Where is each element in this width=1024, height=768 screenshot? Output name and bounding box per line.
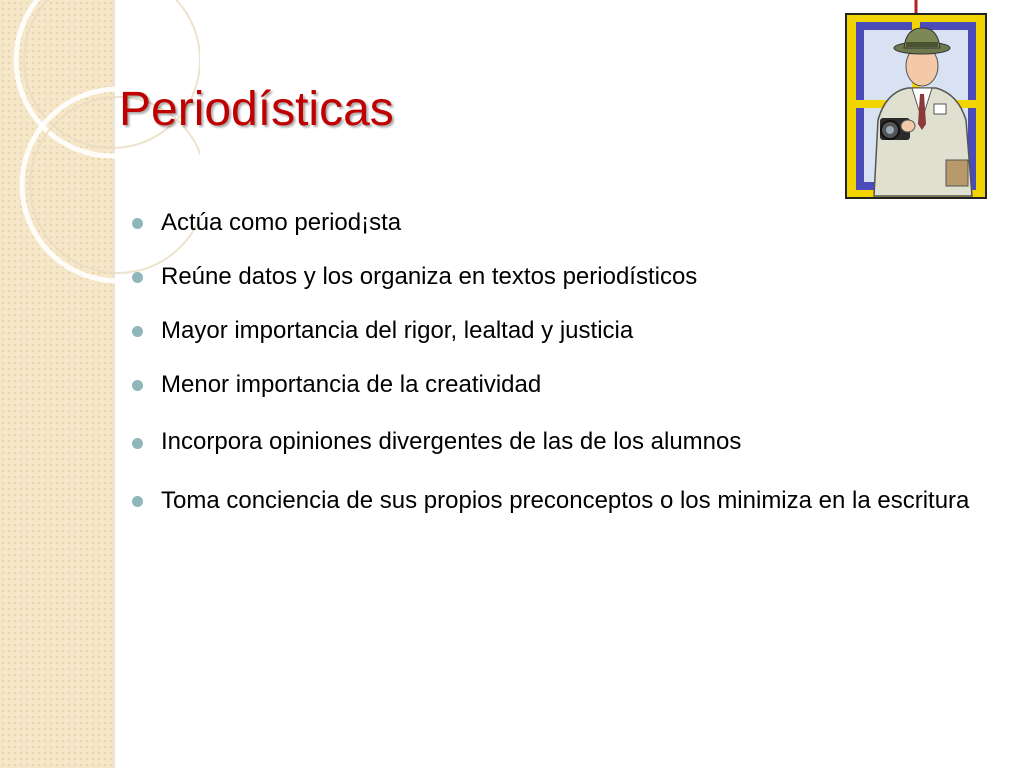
- slide-title: Periodísticas: [119, 83, 394, 136]
- bullet-dot-icon: [132, 380, 143, 391]
- bullet-text: Reúne datos y los organiza en textos periodísticos: [161, 263, 698, 290]
- bullet-item: [132, 196, 972, 250]
- bullet-text: Mayor importancia del rigor, lealtad y justicia: [161, 317, 634, 344]
- bullet-text: Actúa como period¡sta: [161, 209, 402, 236]
- photographer-clipart-icon: [834, 0, 990, 204]
- bullet-dot-icon: [132, 218, 143, 229]
- bullet-list: [132, 196, 972, 528]
- bullet-text: Toma conciencia de sus propios preconceptos o los minimiza en la escritura: [161, 487, 970, 514]
- side-strip-edge: [112, 0, 115, 768]
- bullet-dot-icon: [132, 272, 143, 283]
- bullet-item: [132, 474, 972, 528]
- bullet-item: [132, 414, 972, 470]
- bullet-item: [132, 250, 972, 304]
- bullet-text: Menor importancia de la creatividad: [161, 371, 542, 398]
- decorative-side-strip: [0, 0, 112, 768]
- bullet-item: [132, 358, 972, 412]
- bullet-dot-icon: [132, 496, 143, 507]
- bullet-item: [132, 304, 972, 358]
- bullet-dot-icon: [132, 326, 143, 337]
- bullet-dot-icon: [132, 438, 143, 449]
- bullet-text: Incorpora opiniones divergentes de las de los alumnos: [161, 428, 742, 455]
